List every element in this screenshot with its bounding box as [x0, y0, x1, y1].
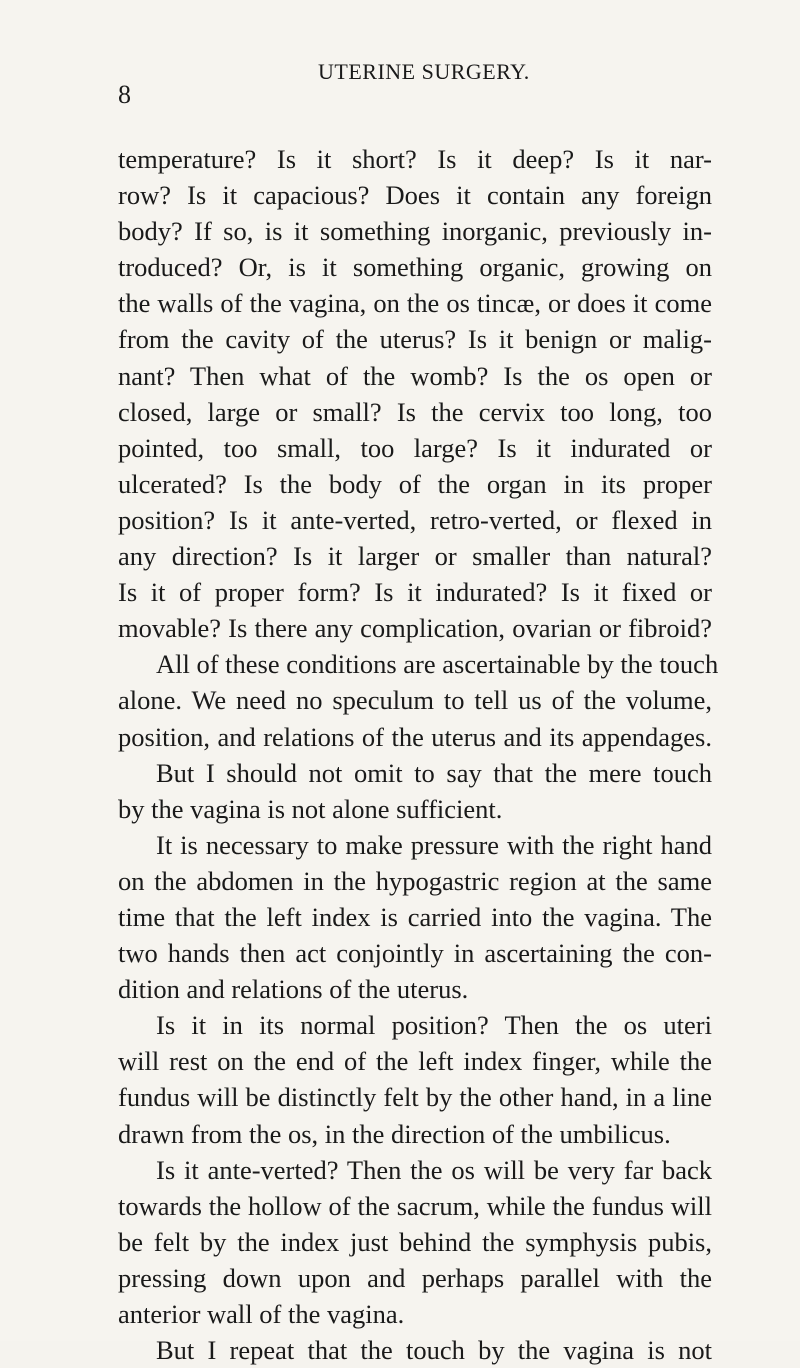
text-line: position, and relations of the uterus and its appendages. — [118, 721, 712, 752]
text-line: closed, large or small? Is the cervix too long, too — [118, 396, 712, 427]
page-number: 8 — [118, 80, 131, 109]
text-line: towards the hollow of the sacrum, while the fundus will — [118, 1190, 712, 1221]
text-line: time that the left index is carried into the vagina. The — [118, 901, 712, 932]
running-header-title: UTERINE SURGERY. — [318, 59, 530, 84]
paragraph-start-line: All of these conditions are ascertainable by the touch — [156, 649, 719, 680]
text-line: two hands then act conjointly in ascertaining the con- — [118, 938, 712, 969]
body-text — [118, 141, 719, 1368]
paragraph-start-line: It is necessary to make pressure with the right hand — [156, 829, 712, 860]
text-line: Is it of proper form? Is it indurated? Is it fixed or — [118, 577, 712, 608]
text-line: fundus will be distinctly felt by the other hand, in a line — [118, 1082, 712, 1113]
text-line: pressing down upon and perhaps parallel with the — [118, 1262, 712, 1293]
text-line: the walls of the vagina, on the os tincæ, or does it come — [118, 288, 712, 319]
text-line: movable? Is there any complication, ovarian or fibroid? — [118, 613, 712, 644]
text-line: nant? Then what of the womb? Is the os open or — [118, 360, 712, 391]
paragraph-end-line: dition and relations of the uterus. — [118, 974, 469, 1005]
text-line: alone. We need no speculum to tell us of the volume, — [118, 685, 712, 716]
text-line: row? Is it capacious? Does it contain any foreign — [118, 180, 712, 211]
text-line: be felt by the index just behind the symphysis pubis, — [118, 1226, 712, 1257]
paragraph-end-line: by the vagina is not alone sufficient. — [118, 793, 503, 824]
running-head — [0, 59, 800, 109]
text-line: body? If so, is it something inorganic, previously in- — [118, 216, 712, 247]
paragraph-start-line: But I should not omit to say that the mere touch — [156, 757, 712, 788]
text-line: any direction? Is it larger or smaller than natural? — [118, 541, 712, 572]
text-line: position? Is it ante-verted, retro-verted, or flexed in — [118, 504, 712, 535]
paragraph-start-line: But I repeat that the touch by the vagina is not — [156, 1335, 712, 1366]
text-line: ulcerated? Is the body of the organ in its proper — [118, 468, 712, 499]
text-line: temperature? Is it short? Is it deep? Is it nar- — [118, 144, 712, 174]
text-line: troduced? Or, is it something organic, growing on — [118, 252, 712, 283]
paragraph-start-line: Is it ante-verted? Then the os will be very far back — [156, 1154, 712, 1185]
paragraph-end-line: drawn from the os, in the direction of the umbilicus. — [118, 1118, 671, 1149]
text-line: on the abdomen in the hypogastric region at the same — [118, 865, 712, 896]
text-line: pointed, too small, too large? Is it indurated or — [118, 432, 712, 463]
paragraph-start-line: Is it in its normal position? Then the os uteri — [156, 1010, 712, 1041]
text-line: from the cavity of the uterus? Is it benign or malig- — [118, 324, 712, 355]
paragraph-end-line: anterior wall of the vagina. — [118, 1299, 405, 1329]
text-line: will rest on the end of the left index finger, while the — [118, 1046, 712, 1077]
